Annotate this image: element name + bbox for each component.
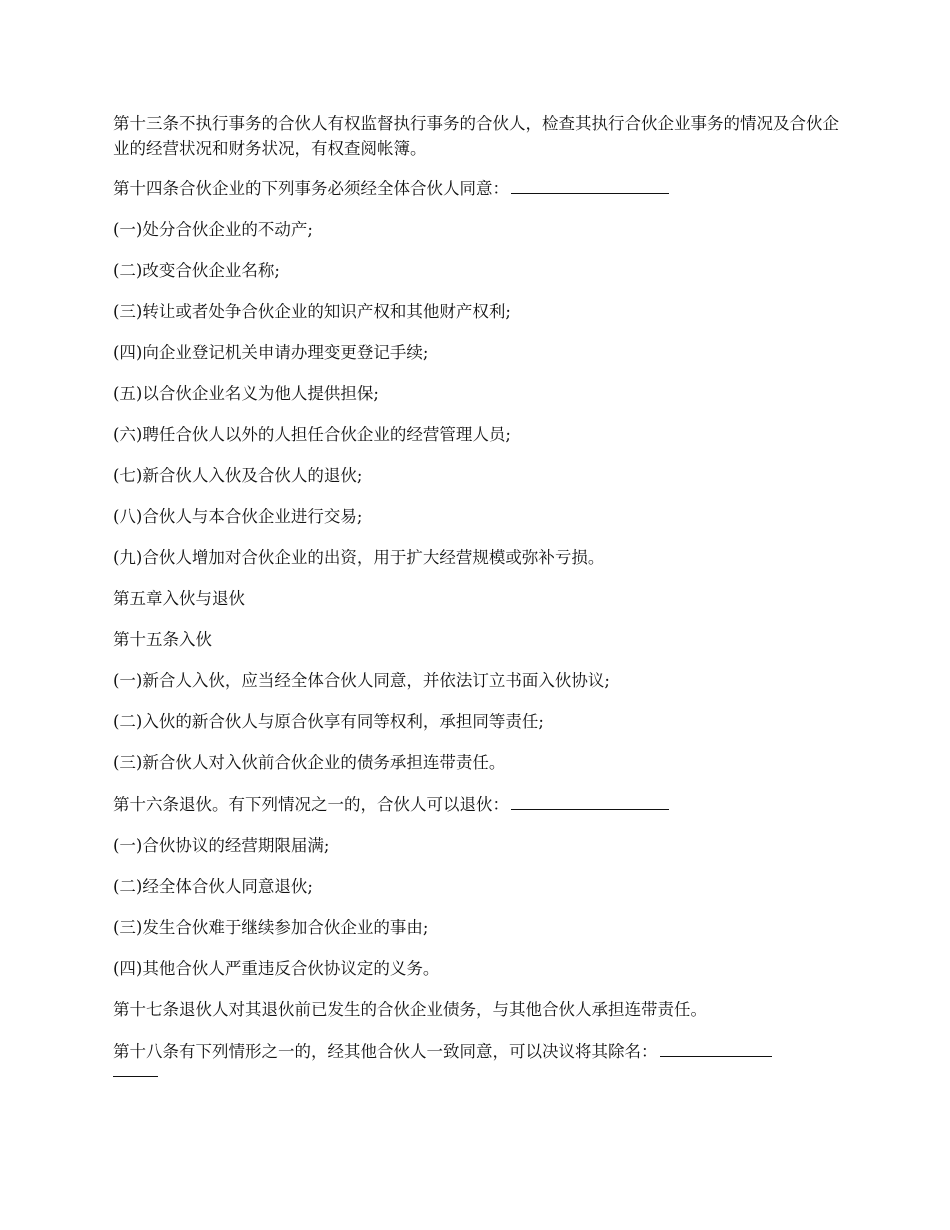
document-page — [113, 111, 840, 1093]
article-18 — [113, 1038, 840, 1077]
list-item-text: (四)其他合伙人严重违反合伙协议定的义务。 — [113, 959, 440, 978]
article-18-text: 第十八条有下列情形之一的，经其他合伙人一致同意，可以决议将其除名： — [113, 1042, 658, 1061]
article-16-text: 第十六条退伙。有下列情况之一的，合伙人可以退伙： — [113, 795, 509, 814]
list-item-text: (一)处分合伙企业的不动产; — [113, 220, 313, 239]
article-14-item-8 — [113, 504, 840, 529]
article-18-fill-blank[interactable] — [660, 1038, 772, 1057]
chapter-5-heading — [113, 586, 840, 611]
list-item-text: (二)入伙的新合伙人与原合伙享有同等权利，承担同等责任; — [113, 712, 544, 731]
article-14-item-1 — [113, 217, 840, 242]
article-14-item-3 — [113, 299, 840, 324]
article-13-text: 第十三条不执行事务的合伙人有权监督执行事务的合伙人，检查其执行合伙企业事务的情况及合伙企业的经营状况和财务状况，有权查阅帐簿。 — [113, 114, 839, 158]
article-16 — [113, 791, 840, 817]
article-15 — [113, 627, 840, 652]
article-16-fill-blank[interactable] — [511, 791, 669, 810]
list-item-text: (二)改变合伙企业名称; — [113, 261, 280, 280]
list-item-text: (六)聘任合伙人以外的人担任合伙企业的经营管理人员; — [113, 425, 511, 444]
article-14-item-2 — [113, 258, 840, 283]
article-14-fill-blank[interactable] — [511, 175, 669, 194]
list-item-text: (八)合伙人与本合伙企业进行交易; — [113, 507, 363, 526]
article-17 — [113, 997, 840, 1022]
article-16-item-2 — [113, 874, 840, 899]
list-item-text: (四)向企业登记机关申请办理变更登记手续; — [113, 343, 429, 362]
article-14-item-5 — [113, 381, 840, 406]
list-item-text: (三)转让或者处争合伙企业的知识产权和其他财产权利; — [113, 302, 511, 321]
article-14 — [113, 175, 840, 201]
article-14-text: 第十四条合伙企业的下列事务必须经全体合伙人同意： — [113, 179, 509, 198]
list-item-text: (三)新合伙人对入伙前合伙企业的债务承担连带责任。 — [113, 753, 506, 772]
article-16-item-3 — [113, 915, 840, 940]
article-15-item-1 — [113, 668, 840, 693]
article-15-item-3 — [113, 750, 840, 775]
article-14-item-7 — [113, 463, 840, 488]
article-15-item-2 — [113, 709, 840, 734]
article-14-item-4 — [113, 340, 840, 365]
article-14-item-9 — [113, 545, 840, 570]
article-13 — [113, 111, 840, 161]
list-item-text: (五)以合伙企业名义为他人提供担保; — [113, 384, 379, 403]
article-14-item-6 — [113, 422, 840, 447]
list-item-text: (一)新合人入伙，应当经全体合伙人同意，并依法订立书面入伙协议; — [113, 671, 610, 690]
article-18-fill-blank-continued[interactable] — [113, 1064, 158, 1077]
article-16-item-4 — [113, 956, 840, 981]
chapter-heading-text: 第五章入伙与退伙 — [113, 589, 245, 608]
list-item-text: (七)新合伙人入伙及合伙人的退伙; — [113, 466, 363, 485]
article-16-item-1 — [113, 833, 840, 858]
list-item-text: (三)发生合伙难于继续参加合伙企业的事由; — [113, 918, 429, 937]
list-item-text: (九)合伙人增加对合伙企业的出资，用于扩大经营规模或弥补亏损。 — [113, 548, 605, 567]
article-15-text: 第十五条入伙 — [113, 630, 212, 649]
article-17-text: 第十七条退伙人对其退伙前已发生的合伙企业债务，与其他合伙人承担连带责任。 — [113, 1000, 707, 1019]
list-item-text: (二)经全体合伙人同意退伙; — [113, 877, 313, 896]
list-item-text: (一)合伙协议的经营期限届满; — [113, 836, 330, 855]
